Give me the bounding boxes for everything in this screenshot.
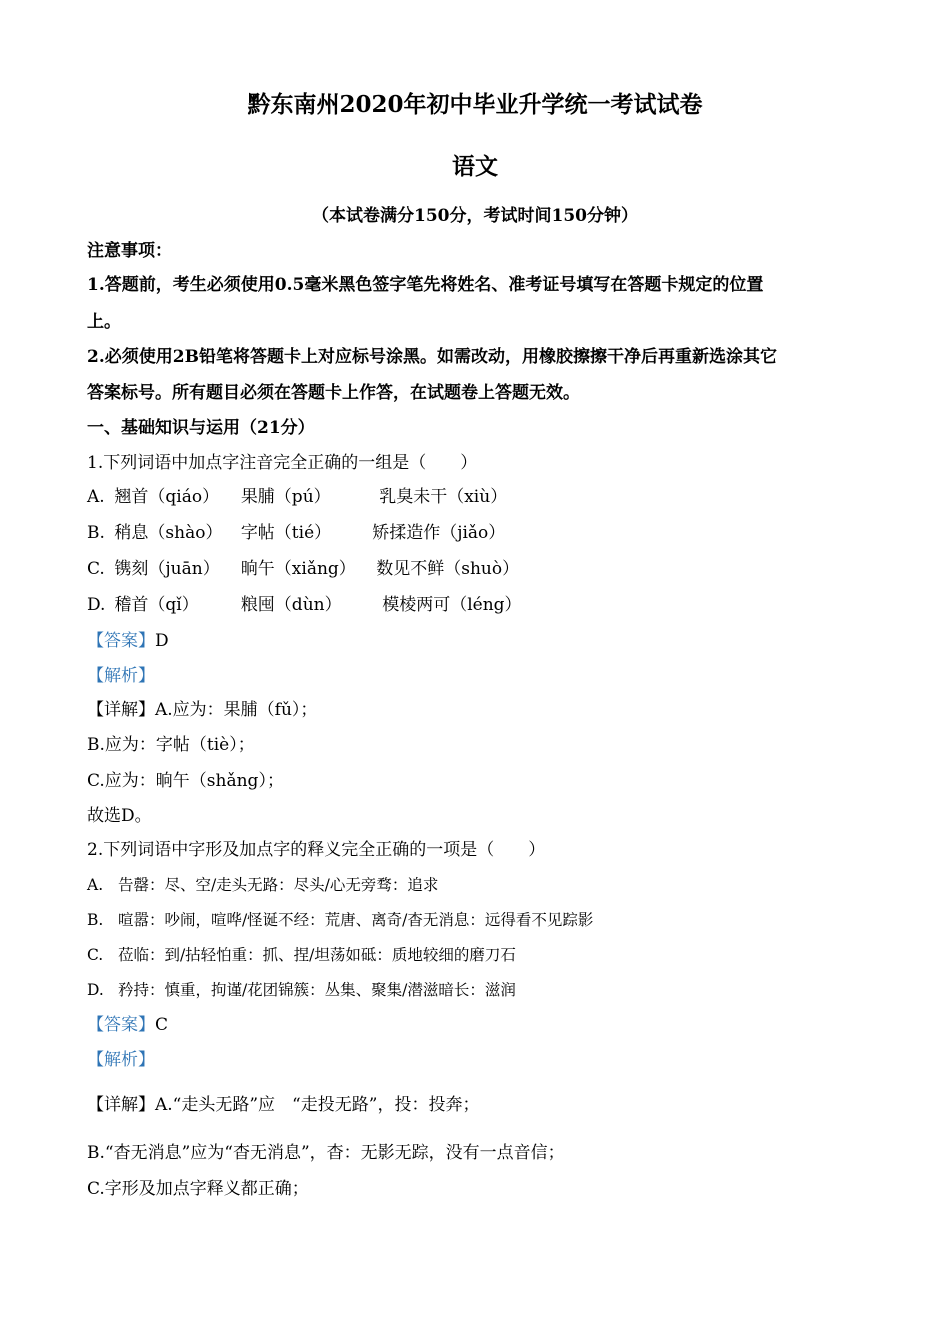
option-letter: D. (87, 981, 104, 999)
detail-tag: 【详解】 (87, 700, 155, 720)
q1-option-a (87, 486, 507, 508)
exam-note: （本试卷满分150分，考试时间150分钟） (312, 206, 638, 226)
option-item: 稍息（shào） (114, 523, 223, 543)
q2-detail-c: C.字形及加点字释义都正确； (87, 1179, 309, 1199)
document-title: 黔东南州2020年初中毕业升学统一考试试卷 (247, 91, 703, 118)
q2-detail-a (87, 1094, 479, 1116)
option-item: 字帖（tié） (240, 523, 332, 543)
q2-option-a (87, 874, 438, 896)
option-text: 矜持：慎重，拘谨/花团锦簇：丛集、聚集/潜滋暗长：滋润 (117, 981, 516, 999)
option-text: 告罄：尽、空/走头无路：尽头/心无旁骛：追求 (117, 876, 439, 894)
option-item: 矫揉造作（jiǎo） (372, 523, 506, 543)
option-letter: C. (87, 946, 104, 964)
detail-tag: 【详解】 (87, 1095, 155, 1115)
detail-text: A.应为：果脯（fǔ）； (155, 700, 318, 720)
q2-option-d (87, 979, 516, 1001)
q2-stem: 2.下列词语中字形及加点字的释义完全正确的一项是（ ） (87, 840, 546, 860)
section-1-heading: 一、基础知识与运用（21分） (87, 418, 315, 438)
q1-conclusion: 故选D。 (87, 806, 152, 826)
option-letter: A. (87, 487, 105, 507)
q1-stem: 1.下列词语中加点字注音完全正确的一组是（ ） (87, 453, 478, 473)
q2-analysis-tag: 【解析】 (87, 1050, 155, 1070)
q2-option-b (87, 909, 593, 931)
answer-value: C (155, 1015, 169, 1035)
notice-item-1-line-1: 1.答题前，考生必须使用0.5毫米黑色签字笔先将姓名、准考证号填写在答题卡规定的位置 (87, 275, 764, 295)
q1-option-d (87, 594, 522, 616)
option-text: 喧嚣：吵闹，喧哗/怪诞不经：荒唐、离奇/杳无消息：远得看不见踪影 (117, 911, 594, 929)
option-letter: C. (87, 559, 105, 579)
q1-analysis-tag: 【解析】 (87, 666, 155, 686)
option-letter: A. (87, 876, 104, 894)
option-letter: B. (87, 911, 104, 929)
q1-option-c (87, 558, 519, 580)
q1-detail-a (87, 699, 317, 721)
option-item: 晌午（xiǎng） (240, 559, 356, 579)
option-letter: B. (87, 523, 105, 543)
q2-detail-b: B.“杳无消息”应为“杳无消息”，杳：无影无踪，没有一点音信； (87, 1143, 565, 1163)
answer-tag: 【答案】 (87, 631, 155, 651)
q1-detail-c: C.应为：晌午（shǎng）； (87, 771, 284, 791)
notice-item-1-line-2: 上。 (87, 312, 121, 332)
option-item: 模棱两可（léng） (382, 595, 522, 615)
q1-answer (87, 630, 169, 652)
option-item: 数见不鲜（shuò） (376, 559, 520, 579)
option-item: 乳臭未干（xiù） (379, 487, 508, 507)
detail-text: A.“走头无路”应 “走投无路”，投：投奔； (155, 1095, 480, 1115)
q2-answer (87, 1014, 168, 1036)
option-letter: D. (87, 595, 106, 615)
notice-item-2-line-1: 2.必须使用2B铅笔将答题卡上对应标号涂黑。如需改动，用橡胶擦擦干净后再重新选涂其它 (87, 347, 777, 367)
option-item: 翘首（qiáo） (114, 487, 220, 507)
q1-detail-b: B.应为：字帖（tiè）； (87, 735, 255, 755)
answer-tag: 【答案】 (87, 1015, 155, 1035)
q1-option-b (87, 522, 505, 544)
notice-heading: 注意事项： (87, 241, 172, 261)
subject-heading: 语文 (452, 153, 498, 180)
option-item: 粮囤（dùn） (240, 595, 342, 615)
notice-item-2-line-2: 答案标号。所有题目必须在答题卡上作答，在试题卷上答题无效。 (87, 383, 580, 403)
option-text: 莅临：到/拈轻怕重：抓、捏/坦荡如砥：质地较细的磨刀石 (117, 946, 516, 964)
q2-option-c (87, 944, 516, 966)
answer-value: D (155, 631, 169, 651)
option-item: 稽首（qǐ） (114, 595, 199, 615)
option-item: 镌刻（juān） (114, 559, 220, 579)
option-item: 果脯（pú） (240, 487, 331, 507)
